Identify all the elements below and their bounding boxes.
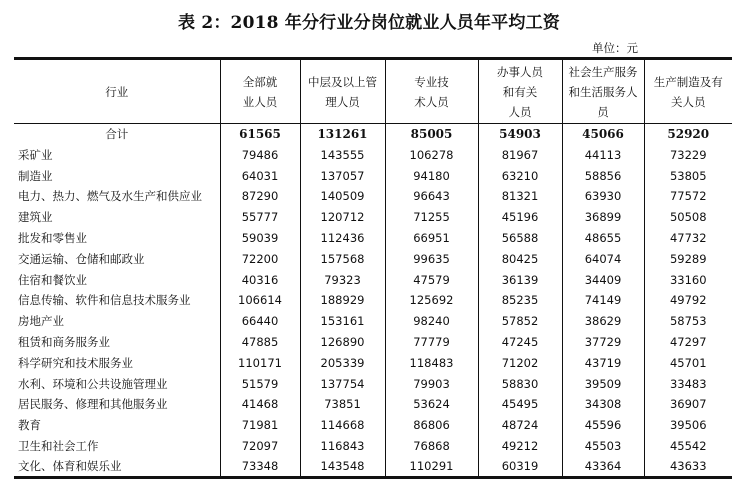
table-row <box>14 436 732 457</box>
wage-cell: 60319 <box>478 456 562 478</box>
wage-cell: 36899 <box>562 207 644 228</box>
wage-cell: 73851 <box>300 394 385 415</box>
wage-cell: 79486 <box>220 145 300 166</box>
wage-cell: 73229 <box>644 145 732 166</box>
table-row <box>14 145 732 166</box>
table-row <box>14 186 732 207</box>
wage-cell: 63930 <box>562 186 644 207</box>
wage-cell: 126890 <box>300 332 385 353</box>
wage-cell: 47885 <box>220 332 300 353</box>
wage-cell: 36907 <box>644 394 732 415</box>
wage-cell: 45503 <box>562 436 644 457</box>
wage-cell: 45542 <box>644 436 732 457</box>
table-row <box>14 456 732 478</box>
wage-cell: 87290 <box>220 186 300 207</box>
wage-cell: 71202 <box>478 352 562 373</box>
wage-cell: 56588 <box>478 228 562 249</box>
wage-cell: 110171 <box>220 352 300 373</box>
wage-cell: 66440 <box>220 311 300 332</box>
table-row <box>14 207 732 228</box>
wage-cell: 140509 <box>300 186 385 207</box>
wage-cell: 96643 <box>385 186 478 207</box>
total-value: 54903 <box>478 124 562 145</box>
wage-cell: 40316 <box>220 269 300 290</box>
wage-cell: 66951 <box>385 228 478 249</box>
wage-cell: 51579 <box>220 373 300 394</box>
wage-cell: 79903 <box>385 373 478 394</box>
wage-cell: 38629 <box>562 311 644 332</box>
wage-cell: 44113 <box>562 145 644 166</box>
wage-cell: 76868 <box>385 436 478 457</box>
wage-cell: 41468 <box>220 394 300 415</box>
wage-cell: 43364 <box>562 456 644 478</box>
wage-cell: 45701 <box>644 352 732 373</box>
header-service-workers: 社会生产服务 和生活服务人 员 <box>562 59 644 124</box>
industry-name: 教育 <box>18 418 41 433</box>
wage-cell: 47579 <box>385 269 478 290</box>
industry-name: 居民服务、修理和其他服务业 <box>18 397 168 412</box>
table-row <box>14 269 732 290</box>
wage-cell: 143555 <box>300 145 385 166</box>
wage-cell: 71255 <box>385 207 478 228</box>
industry-name: 信息传输、软件和信息技术服务业 <box>18 293 191 308</box>
industry-name: 租赁和商务服务业 <box>18 335 110 350</box>
industry-name: 电力、热力、燃气及水生产和供应业 <box>18 189 202 204</box>
wage-cell: 48655 <box>562 228 644 249</box>
wage-cell: 81321 <box>478 186 562 207</box>
industry-name: 交通运输、仓储和邮政业 <box>18 251 145 266</box>
wage-cell: 39506 <box>644 415 732 436</box>
wage-cell: 34409 <box>562 269 644 290</box>
wage-cell: 64074 <box>562 248 644 269</box>
wage-cell: 49792 <box>644 290 732 311</box>
wage-cell: 37729 <box>562 332 644 353</box>
wage-cell: 34308 <box>562 394 644 415</box>
wage-cell: 47732 <box>644 228 732 249</box>
total-value: 45066 <box>562 124 644 145</box>
wage-cell: 73348 <box>220 456 300 478</box>
wage-cell: 49212 <box>478 436 562 457</box>
table-row <box>14 290 732 311</box>
header-clerical: 办事人员 和有关 人员 <box>478 59 562 124</box>
wage-cell: 137057 <box>300 165 385 186</box>
wage-cell: 43719 <box>562 352 644 373</box>
wage-cell: 205339 <box>300 352 385 373</box>
total-value: 52920 <box>644 124 732 145</box>
wage-cell: 48724 <box>478 415 562 436</box>
wage-cell: 33160 <box>644 269 732 290</box>
wage-cell: 43633 <box>644 456 732 478</box>
wage-cell: 106614 <box>220 290 300 311</box>
wage-cell: 47297 <box>644 332 732 353</box>
wage-cell: 112436 <box>300 228 385 249</box>
wage-cell: 33483 <box>644 373 732 394</box>
wage-cell: 106278 <box>385 145 478 166</box>
table-row <box>14 332 732 353</box>
wage-cell: 77572 <box>644 186 732 207</box>
table-row <box>14 415 732 436</box>
wage-cell: 120712 <box>300 207 385 228</box>
wage-cell: 86806 <box>385 415 478 436</box>
table-row <box>14 352 732 373</box>
industry-name: 住宿和餐饮业 <box>18 272 87 287</box>
wage-cell: 57852 <box>478 311 562 332</box>
wage-cell: 74149 <box>562 290 644 311</box>
wage-cell: 153161 <box>300 311 385 332</box>
wage-cell: 110291 <box>385 456 478 478</box>
industry-name: 水利、环境和公共设施管理业 <box>18 376 168 391</box>
header-industry: 行业 <box>14 59 220 124</box>
wage-cell: 81967 <box>478 145 562 166</box>
header-all-employees: 全部就 业人员 <box>220 59 300 124</box>
header-managers: 中层及以上管 理人员 <box>300 59 385 124</box>
total-value: 85005 <box>385 124 478 145</box>
wage-cell: 58856 <box>562 165 644 186</box>
wage-cell: 143548 <box>300 456 385 478</box>
wage-cell: 45495 <box>478 394 562 415</box>
unit-label: 单位：元 <box>592 41 638 55</box>
total-label: 合计 <box>105 127 129 142</box>
wage-cell: 99635 <box>385 248 478 269</box>
wage-cell: 72200 <box>220 248 300 269</box>
table-row <box>14 394 732 415</box>
total-value: 61565 <box>220 124 300 145</box>
wage-cell: 63210 <box>478 165 562 186</box>
wage-cell: 53624 <box>385 394 478 415</box>
wage-cell: 45596 <box>562 415 644 436</box>
wage-cell: 114668 <box>300 415 385 436</box>
industry-name: 制造业 <box>18 168 53 183</box>
wage-cell: 80425 <box>478 248 562 269</box>
table-row <box>14 311 732 332</box>
industry-name: 卫生和社会工作 <box>18 439 99 454</box>
industry-name: 文化、体育和娱乐业 <box>14 456 220 478</box>
wage-cell: 125692 <box>385 290 478 311</box>
industry-name: 房地产业 <box>18 314 64 329</box>
industry-name: 建筑业 <box>18 210 53 225</box>
total-value: 131261 <box>300 124 385 145</box>
wage-cell: 58753 <box>644 311 732 332</box>
wage-cell: 157568 <box>300 248 385 269</box>
wage-cell: 118483 <box>385 352 478 373</box>
header-production-workers: 生产制造及有 关人员 <box>644 59 732 124</box>
table-row <box>14 165 732 186</box>
wage-cell: 45196 <box>478 207 562 228</box>
wage-cell: 36139 <box>478 269 562 290</box>
table-title: 表 2：2018 年分行业分岗位就业人员年平均工资 <box>178 13 560 33</box>
wage-cell: 47245 <box>478 332 562 353</box>
wage-cell: 55777 <box>220 207 300 228</box>
wage-cell: 71981 <box>220 415 300 436</box>
industry-name: 批发和零售业 <box>18 231 87 246</box>
total-row <box>14 124 732 145</box>
wage-cell: 85235 <box>478 290 562 311</box>
industry-name: 科学研究和技术服务业 <box>18 355 133 370</box>
table-row <box>14 373 732 394</box>
table-row <box>14 248 732 269</box>
wage-cell: 50508 <box>644 207 732 228</box>
wage-cell: 59289 <box>644 248 732 269</box>
wage-cell: 188929 <box>300 290 385 311</box>
wage-cell: 79323 <box>300 269 385 290</box>
table-body <box>14 124 732 478</box>
industry-name: 采矿业 <box>18 147 53 162</box>
wage-table <box>14 57 732 479</box>
wage-cell: 59039 <box>220 228 300 249</box>
wage-cell: 39509 <box>562 373 644 394</box>
wage-cell: 98240 <box>385 311 478 332</box>
wage-cell: 58830 <box>478 373 562 394</box>
wage-cell: 94180 <box>385 165 478 186</box>
wage-cell: 53805 <box>644 165 732 186</box>
wage-cell: 137754 <box>300 373 385 394</box>
header-row <box>14 59 732 124</box>
wage-cell: 77779 <box>385 332 478 353</box>
header-professionals: 专业技 术人员 <box>385 59 478 124</box>
wage-cell: 72097 <box>220 436 300 457</box>
table-row <box>14 228 732 249</box>
wage-cell: 116843 <box>300 436 385 457</box>
wage-cell: 64031 <box>220 165 300 186</box>
